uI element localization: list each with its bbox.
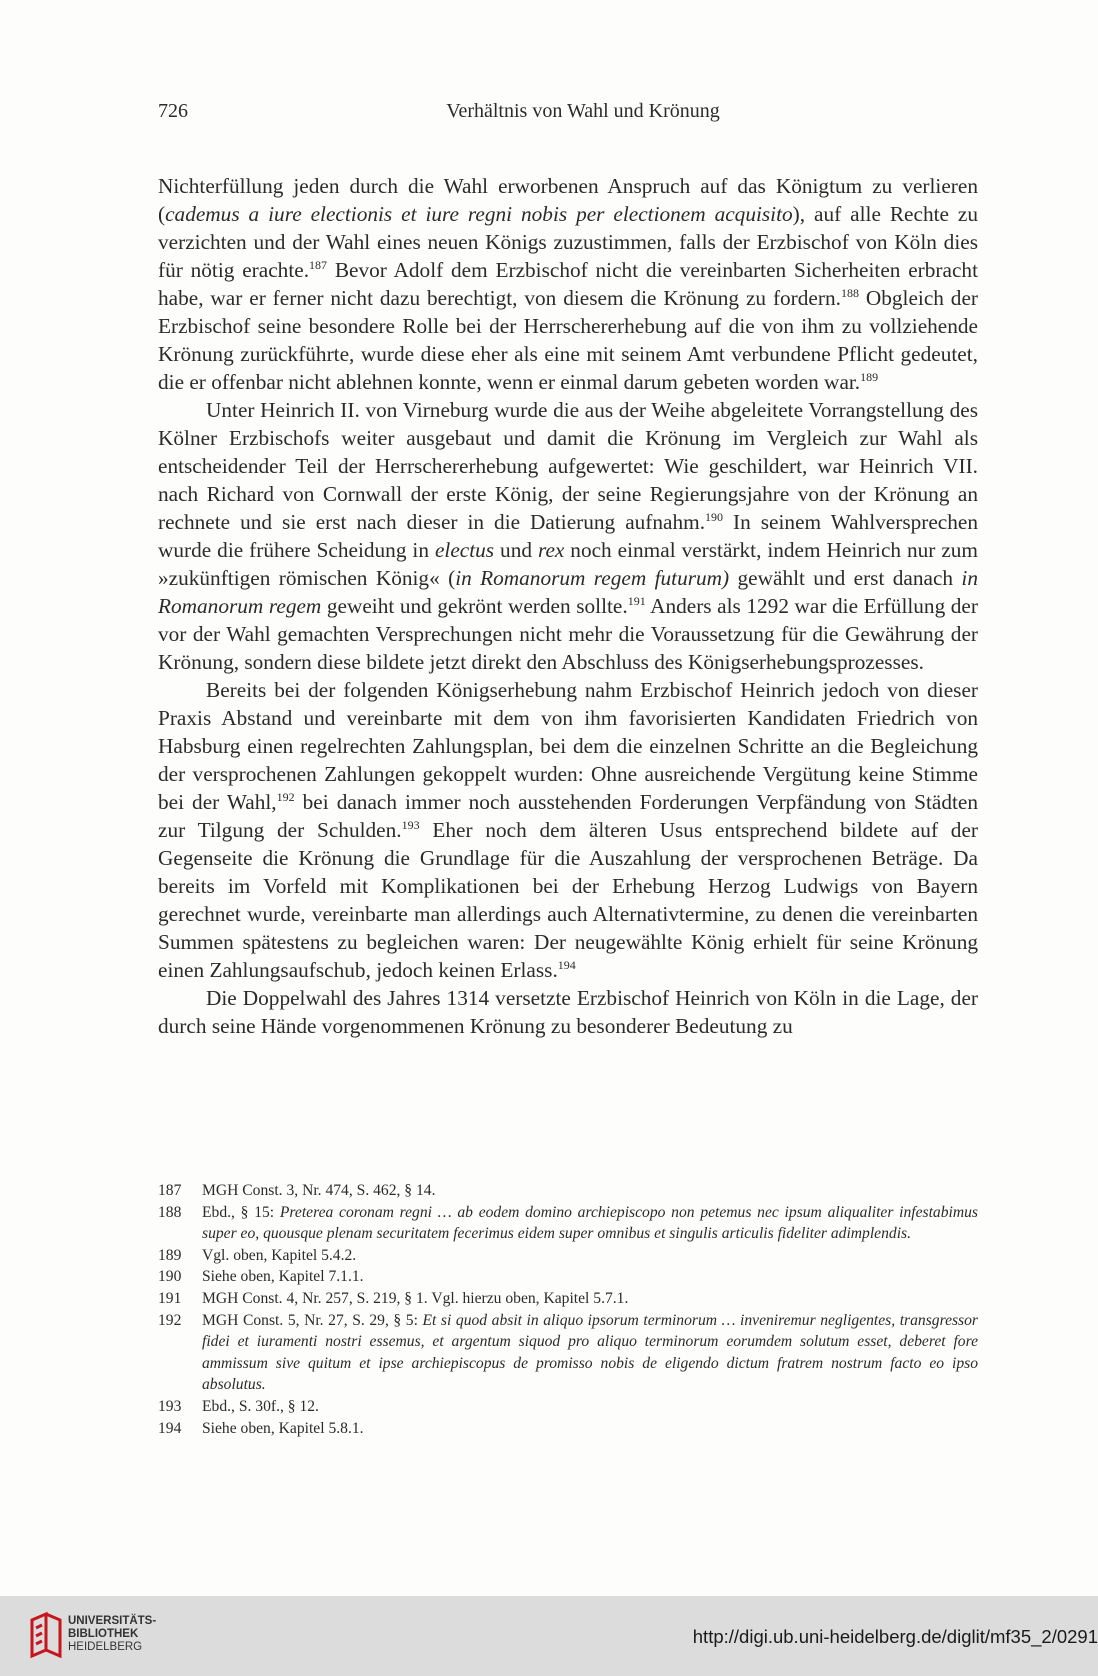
text-run: Obgleich der Erzbischof seine besondere Rolle bei der Herrschererhebung auf die von ihm zu vollziehende Krönung zurückführte, wurde diese eher als eine mit seinem Amt verbundene Pflicht gedeutet, die er offenbar nicht ablehnen konnte, wenn er einmal darum gebeten worden war.: [158, 286, 979, 394]
footnote-text: [202, 1266, 978, 1288]
italic-text: in Romanorum regem: [158, 566, 978, 618]
footnotes: [158, 1180, 978, 1439]
footnote: [158, 1180, 978, 1202]
footnote-number: 193: [158, 1397, 182, 1415]
footnote-number: 192: [158, 1311, 182, 1329]
footnote-text: [202, 1288, 978, 1310]
text-run: Vgl. oben, Kapitel 5.4.2.: [202, 1246, 357, 1264]
text-run: bei danach immer noch ausstehenden Forderungen Verpfändung von Städten zur Tilgung der Schulden.: [158, 790, 978, 842]
italic-text: in Romanorum regem futurum): [455, 566, 730, 590]
footnote: [158, 1202, 978, 1245]
footnote-text: [202, 1418, 978, 1440]
text-run: Siehe oben, Kapitel 7.1.1.: [202, 1268, 364, 1286]
footnote-ref: 193: [401, 818, 420, 832]
library-name-line: BIBLIOTHEK: [68, 1628, 139, 1640]
italic-text: cademus a iure electionis et iure regni nobis per electionem acquisito: [165, 202, 793, 226]
footnote-ref: 191: [627, 594, 646, 608]
text-run: Siehe oben, Kapitel 5.8.1.: [202, 1419, 364, 1437]
footnote: [158, 1245, 978, 1267]
footnote-ref: 188: [840, 286, 859, 300]
body-paragraph: [158, 172, 978, 396]
text-run: und: [494, 538, 538, 562]
text-run: geweiht und gekrönt werden sollte.: [321, 594, 628, 618]
text-run: In seinem Wahlversprechen wurde die frühere Scheidung in: [158, 510, 978, 562]
text-run: ), auf alle Rechte zu verzichten und der Wahl eines neuen Königs zuzustimmen, falls der Erzbischof von Köln dies für nötig erachte.: [158, 202, 978, 282]
library-name: [68, 1615, 156, 1654]
viewer-footer: [0, 1596, 1098, 1676]
text-run: MGH Const. 5, Nr. 27, S. 29, § 5:: [202, 1311, 423, 1329]
text-run: Anders als 1292 war die Erfüllung der vor der Wahl gemachten Versprechungen nicht mehr die Voraussetzung für die Gewährung der Krönung, sondern diese bildete jetzt direkt den Abschluss des Königserhebungsprozesses.: [158, 594, 978, 674]
permalink-url[interactable]: http://digi.ub.uni-heidelberg.de/diglit/mf35_2/0291: [692, 1626, 1098, 1647]
footnote-number: 194: [158, 1419, 182, 1437]
italic-text: rex: [537, 538, 565, 562]
text-run: gewählt und erst danach: [729, 566, 962, 590]
text-run: MGH Const. 3, Nr. 474, S. 462, § 14.: [202, 1182, 436, 1199]
body-paragraph: [158, 984, 978, 1040]
italic-text: Preterea coronam regni … ab eodem domino archiepiscopo non petemus nec ipsum aliqualiter infestabimus super eo, quousque plenam securitatem fecerimus eidem super omnibus et singulis articulis fideliter adimplendis.: [202, 1203, 978, 1243]
footnote-number: 191: [158, 1289, 182, 1307]
text-run: Ebd., § 15:: [202, 1203, 280, 1221]
footnote-number: 188: [158, 1203, 182, 1221]
running-title: Verhältnis von Wahl und Krönung: [446, 100, 720, 122]
footnote: [158, 1288, 978, 1310]
body-paragraph: [158, 676, 978, 984]
footnote: [158, 1396, 978, 1418]
text-run: Die Doppelwahl des Jahres 1314 versetzte Erzbischof Heinrich von Köln in die Lage, der durch seine Hände vorgenommenen Krönung zu besonderer Bedeutung zu: [158, 986, 978, 1038]
footnote-ref: 187: [309, 258, 328, 272]
text-run: Unter Heinrich II. von Virneburg wurde die aus der Weihe abgeleitete Vorrangstellung des Kölner Erzbischofs weiter ausgebaut und damit die Krönung im Vergleich zur Wahl als entscheidender Teil der Herrschererhebung aufgewertet: Wie geschildert, war Heinrich VII. nach Richard von Cornwall der erste König, der seine Regierungsjahre von der Krönung an rechnete und sie erst nach dieser in die Datierung aufnahm.: [158, 398, 978, 534]
italic-text: Et si quod absit in aliquo ipsorum terminorum … inveniremur negligentes, transgressor fidei et iuramenti nostri essemus, et argentum siquod pro aliquo terminorum eorumdem solutum esset, deberet fore ammissum sive quitum et ipse archiepiscopus de promisso nobis de eligendo dictum fratrem nostrum facto eo ipso absolutus.: [202, 1311, 978, 1394]
footnote-ref: 192: [276, 790, 295, 804]
library-name-line: HEIDELBERG: [68, 1641, 143, 1653]
text-run: Bevor Adolf dem Erzbischof nicht die vereinbarten Sicherheiten erbracht habe, war er ferner nicht dazu berechtigt, von diesem die Krönung zu fordern.: [158, 258, 978, 310]
footnote-ref: 194: [557, 958, 576, 972]
text-run: Ebd., S. 30f., § 12.: [202, 1397, 319, 1415]
footnote-text: [202, 1202, 978, 1245]
footnote-number: 189: [158, 1246, 182, 1264]
body-paragraph: [158, 396, 978, 676]
italic-text: electus: [434, 538, 495, 562]
footnote-text: [202, 1396, 978, 1418]
footnote-text: [202, 1245, 978, 1267]
footnote-number: 187: [158, 1182, 182, 1199]
footnote: [158, 1418, 978, 1440]
text-run: noch einmal verstärkt, indem Heinrich nur zum »zukünftigen römischen König« (: [158, 538, 978, 590]
library-name-line: UNIVERSITÄTS-: [68, 1615, 157, 1627]
library-logo-icon: [28, 1610, 68, 1660]
text-run: Nichterfüllung jeden durch die Wahl erworbenen Anspruch auf das Königtum zu verlieren (: [158, 174, 978, 226]
page-number: 726: [158, 100, 188, 122]
footnote-ref: 189: [860, 370, 879, 384]
footnote-ref: 190: [705, 510, 724, 524]
page-header: [158, 100, 978, 130]
footnote: [158, 1266, 978, 1288]
footnote-text: [202, 1310, 978, 1396]
footnote-text: [202, 1180, 978, 1202]
footnote-number: 190: [158, 1268, 182, 1286]
text-run: MGH Const. 4, Nr. 257, S. 219, § 1. Vgl. hierzu oben, Kapitel 5.7.1.: [202, 1289, 629, 1307]
body-text: [158, 172, 978, 1040]
footnote: [158, 1310, 978, 1396]
text-run: Eher noch dem älteren Usus entsprechend bildete auf der Gegenseite die Krönung die Grundlage für die Auszahlung der versprochenen Beträge. Da bereits im Vorfeld mit Komplikationen bei der Erhebung Herzog Ludwigs von Bayern gerechnet wurde, vereinbarte man allerdings auch Alternativtermine, zu denen die vereinbarten Summen spätestens zu begleichen waren: Der neugewählte König erhielt für seine Krönung einen Zahlungsaufschub, jedoch keinen Erlass.: [158, 818, 978, 982]
text-run: Bereits bei der folgenden Königserhebung nahm Erzbischof Heinrich jedoch von dieser Praxis Abstand und vereinbarte mit dem von ihm favorisierten Kandidaten Friedrich von Habsburg einen regelrechten Zahlungsplan, bei dem die einzelnen Schritte an die Begleichung der versprochenen Zahlungen gekoppelt wurden: Ohne ausreichende Vergütung keine Stimme bei der Wahl,: [158, 678, 978, 814]
